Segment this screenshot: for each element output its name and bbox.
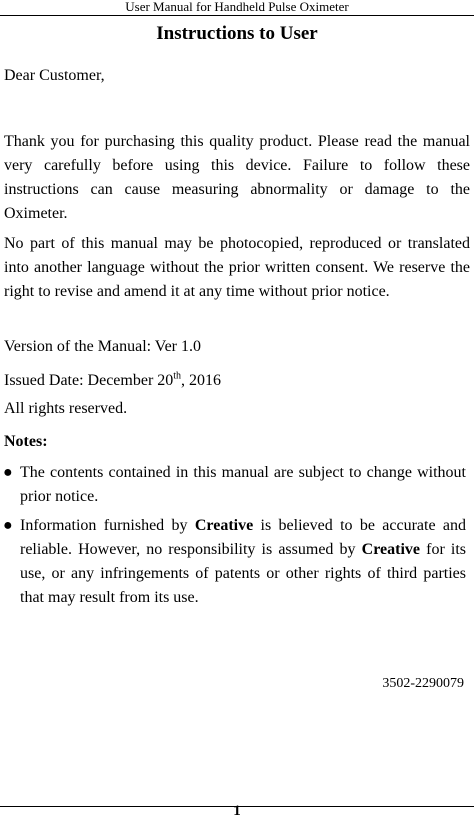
- issued-date-year: , 2016: [181, 372, 222, 389]
- issued-date-prefix: Issued Date: December 20: [4, 372, 174, 389]
- bullet-icon: ●: [3, 464, 13, 481]
- note-item-2: [20, 514, 466, 610]
- page-title: Instructions to User: [156, 23, 318, 44]
- bullet-icon: ●: [3, 517, 13, 534]
- rights-reserved: All rights reserved.: [4, 400, 128, 417]
- issued-date: [4, 369, 470, 393]
- issued-date-suffix-sup: th: [173, 370, 182, 382]
- brand-name: Creative: [194, 517, 254, 534]
- notes-heading: Notes:: [4, 433, 48, 450]
- greeting: Dear Customer,: [4, 67, 105, 84]
- document-code: 3502-2290079: [382, 676, 464, 691]
- header-text: User Manual for Handheld Pulse Oximeter: [125, 0, 349, 14]
- note-item-2-text-c: for its use, or any infringements of patents or other rights of third parties that may result from its use.: [20, 541, 466, 606]
- note-item-2-text-a: Information furnished by: [20, 517, 195, 534]
- paragraph-thanks: Thank you for purchasing this quality product. Please read the manual very carefully before using this device. Failure to follow these instructions can cause measuring abnormality or damage to the Oximeter.: [4, 133, 470, 222]
- manual-version: Version of the Manual: Ver 1.0: [4, 338, 201, 355]
- paragraph-copyright: No part of this manual may be photocopied, reproduced or translated into another language without the prior written consent. We reserve the right to revise and amend it at any time without prior notice.: [4, 235, 470, 300]
- page-header: [0, 0, 474, 16]
- brand-name: Creative: [361, 541, 420, 558]
- note-item-1: The contents contained in this manual are subject to change without prior notice.: [20, 464, 466, 505]
- note-item-2-text-b: is believed to be accurate and reliable. However, no responsibility is assumed by: [20, 517, 467, 558]
- page-number: 1: [233, 803, 241, 819]
